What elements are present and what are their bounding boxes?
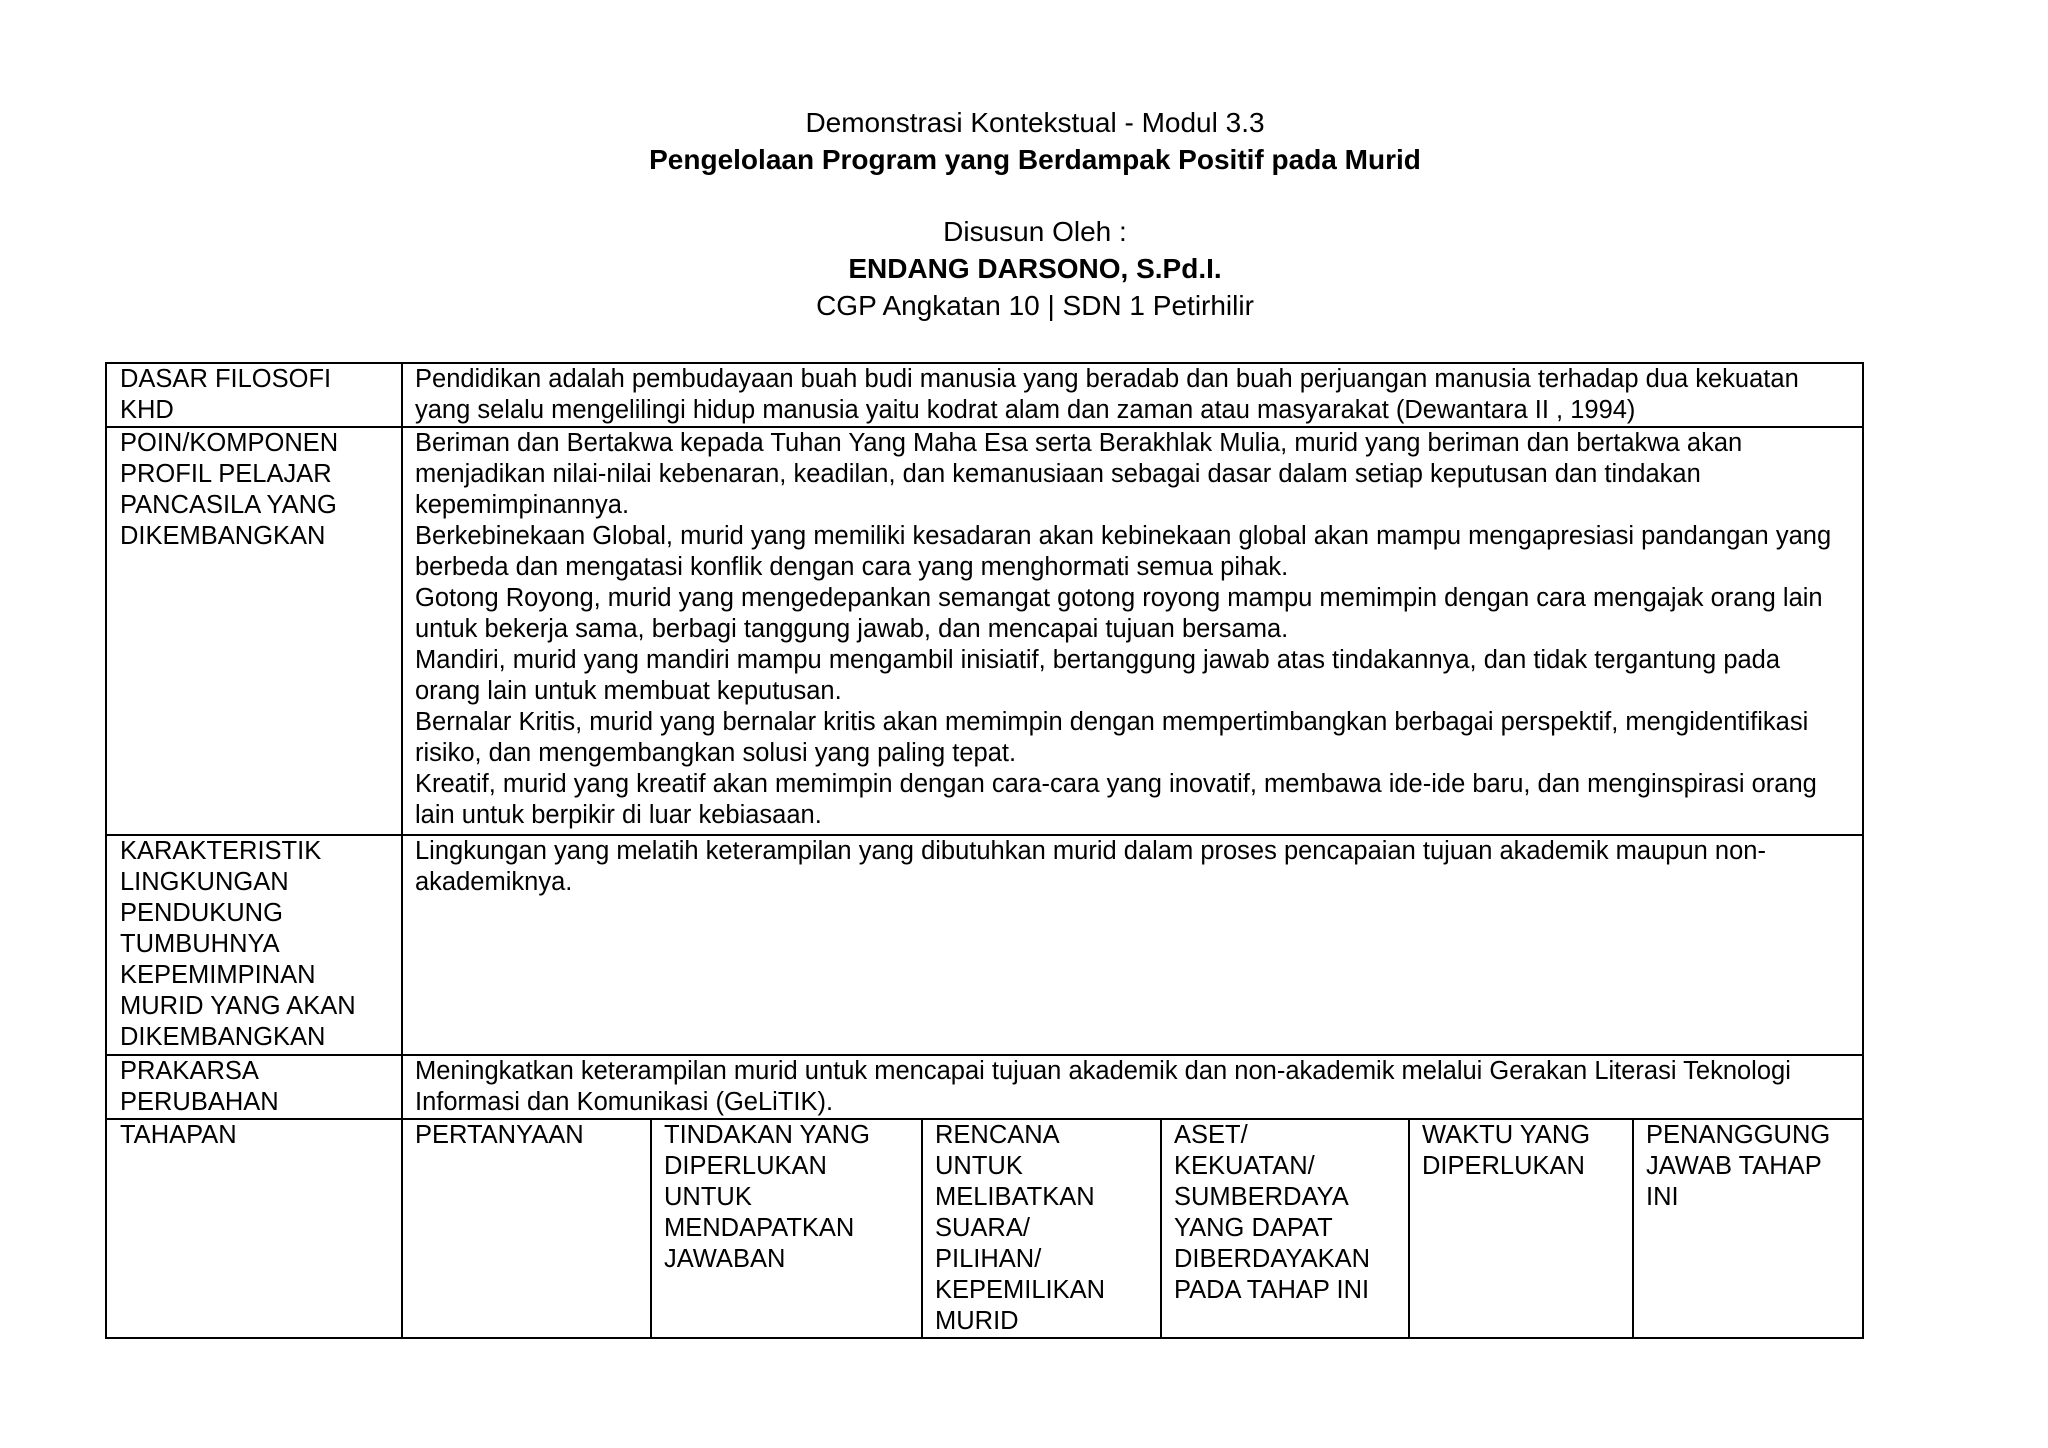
document-title: Pengelolaan Program yang Berdampak Positif pada Murid bbox=[649, 144, 1421, 175]
row-content-profil-pelajar bbox=[402, 427, 1863, 835]
profil-item-beriman: Beriman dan Bertakwa kepada Tuhan Yang Maha Esa serta Berakhlak Mulia, murid yang beriman dan bertakwa akan menjadikan nilai-nilai kebenaran, keadilan, dan kemanusiaan sebagai dasar dalam setiap keputusan dan tindakan kepemimpinannya. bbox=[415, 429, 1743, 519]
row-content-karakteristik-lingkungan bbox=[402, 835, 1863, 1055]
row-label-prakarsa-perubahan: PRAKARSA PERUBAHAN bbox=[106, 1055, 402, 1119]
document-subtitle: Demonstrasi Kontekstual - Modul 3.3 bbox=[805, 107, 1265, 138]
row-content-dasar-filosofi bbox=[402, 363, 1863, 427]
row-label-profil-pelajar: POIN/KOMPONEN PROFIL PELAJAR PANCASILA YANG DIKEMBANGKAN bbox=[106, 427, 402, 835]
column-header-waktu: WAKTU YANG DIPERLUKAN bbox=[1409, 1119, 1633, 1338]
header-spacer bbox=[0, 178, 2048, 213]
row-content-prakarsa-perubahan bbox=[402, 1055, 1863, 1119]
table-row-dasar-filosofi bbox=[106, 363, 1863, 427]
profil-item-bernalar-kritis: Bernalar Kritis, murid yang bernalar kritis akan memimpin dengan mempertimbangkan berbagai perspektif, mengidentifikasi risiko, dan mengembangkan solusi yang paling tepat. bbox=[415, 708, 1809, 767]
author-affiliation: CGP Angkatan 10 | SDN 1 Petirhilir bbox=[816, 290, 1254, 321]
content-paragraph: Pendidikan adalah pembudayaan buah budi manusia yang beradab dan buah perjuangan manusia terhadap dua kekuatan yang selalu mengelilingi hidup manusia yaitu kodrat alam dan zaman atau masyarakat (Dewantara II , 1994) bbox=[415, 365, 1799, 424]
table-row-karakteristik-lingkungan bbox=[106, 835, 1863, 1055]
table-row-profil-pelajar bbox=[106, 427, 1863, 835]
column-header-penanggung-jawab: PENANGGUNG JAWAB TAHAP INI bbox=[1633, 1119, 1863, 1338]
row-label-karakteristik-lingkungan: KARAKTERISTIK LINGKUNGAN PENDUKUNG TUMBUHNYA KEPEMIMPINAN MURID YANG AKAN DIKEMBANGKAN bbox=[106, 835, 402, 1055]
program-table bbox=[105, 362, 1864, 1339]
column-header-tindakan: TINDAKAN YANG DIPERLUKAN UNTUK MENDAPATKAN JAWABAN bbox=[651, 1119, 922, 1338]
table-row-tahapan bbox=[106, 1119, 1863, 1338]
profil-item-gotong-royong: Gotong Royong, murid yang mengedepankan semangat gotong royong mampu memimpin dengan cara mengajak orang lain untuk bekerja sama, berbagi tanggung jawab, dan mencapai tujuan bersama. bbox=[415, 584, 1823, 643]
content-paragraph: Lingkungan yang melatih keterampilan yang dibutuhkan murid dalam proses pencapaian tujuan akademik maupun non-akademiknya. bbox=[415, 837, 1766, 896]
column-header-rencana: RENCANA UNTUK MELIBATKAN SUARA/ PILIHAN/ KEPEMILIKAN MURID bbox=[922, 1119, 1161, 1338]
profil-item-kreatif: Kreatif, murid yang kreatif akan memimpin dengan cara-cara yang inovatif, membawa ide-ide baru, dan menginspirasi orang lain untuk berpikir di luar kebiasaan. bbox=[415, 770, 1817, 829]
table-row-prakarsa-perubahan bbox=[106, 1055, 1863, 1119]
row-label-tahapan: TAHAPAN bbox=[106, 1119, 402, 1338]
column-header-pertanyaan: PERTANYAAN bbox=[402, 1119, 651, 1338]
document-header bbox=[0, 104, 2048, 324]
row-label-dasar-filosofi: DASAR FILOSOFI KHD bbox=[106, 363, 402, 427]
author-name: ENDANG DARSONO, S.Pd.I. bbox=[848, 253, 1222, 284]
profil-item-mandiri: Mandiri, murid yang mandiri mampu mengambil inisiatif, bertanggung jawab atas tindakannya, dan tidak tergantung pada orang lain untuk membuat keputusan. bbox=[415, 646, 1781, 705]
author-label: Disusun Oleh : bbox=[943, 216, 1127, 247]
content-paragraph: Meningkatkan keterampilan murid untuk mencapai tujuan akademik dan non-akademik melalui Gerakan Literasi Teknologi Informasi dan Komunikasi (GeLiTIK). bbox=[415, 1057, 1791, 1116]
column-header-aset: ASET/ KEKUATAN/ SUMBERDAYA YANG DAPAT DIBERDAYAKAN PADA TAHAP INI bbox=[1161, 1119, 1409, 1338]
profil-item-berkebinekaan: Berkebinekaan Global, murid yang memiliki kesadaran akan kebinekaan global akan mampu mengapresiasi pandangan yang berbeda dan mengatasi konflik dengan cara yang menghormati semua pihak. bbox=[415, 522, 1832, 581]
